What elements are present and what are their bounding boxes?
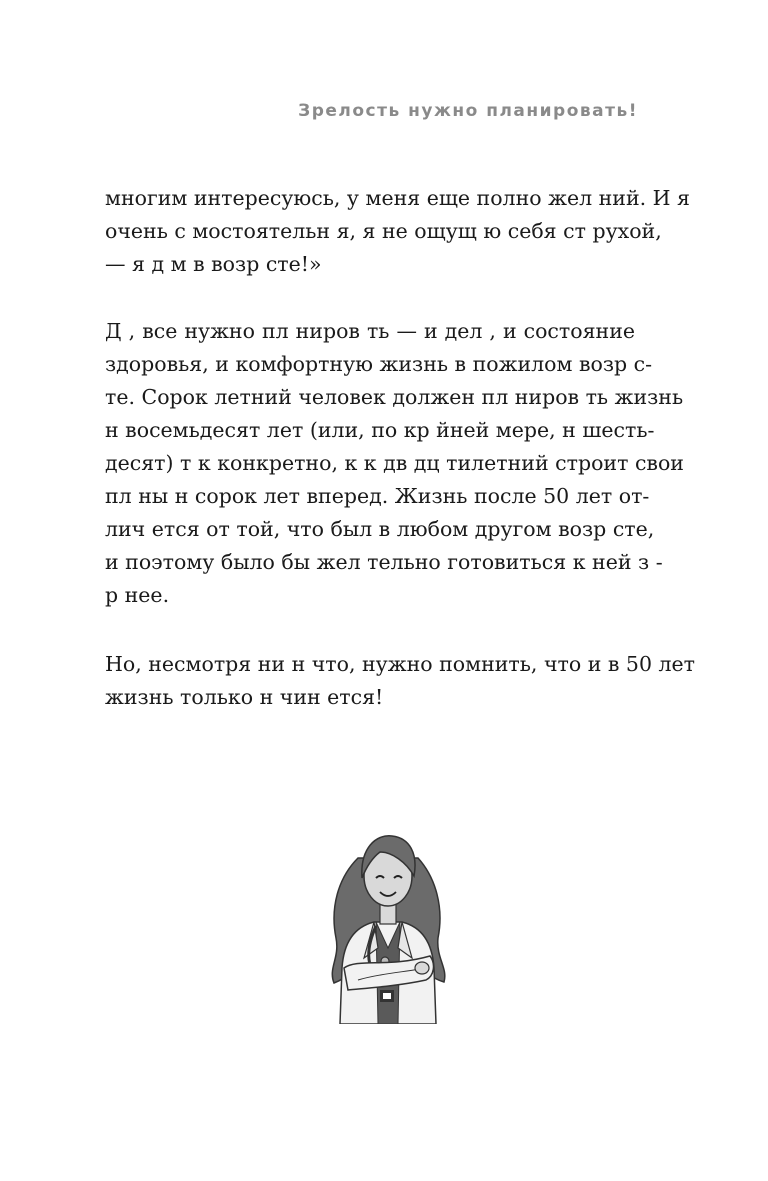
text-line: многим интересуюсь, у меня еще полно жел ний. И я bbox=[105, 186, 690, 210]
paragraph bbox=[105, 648, 696, 714]
left-hand-shape bbox=[415, 962, 429, 974]
text-line: р нее. bbox=[105, 583, 170, 607]
text-line: очень с мостоятельн я, я не ощущ ю себя ст рухой, bbox=[105, 219, 662, 243]
text-line: Д , все нужно пл ниров ть — и дел , и состояние bbox=[105, 319, 635, 343]
neck-shape bbox=[380, 904, 396, 924]
text-line: пл ны н сорок лет вперед. Жизнь после 50 лет от- bbox=[105, 484, 650, 508]
running-header: Зрелость нужно планировать! bbox=[298, 101, 638, 121]
badge-inner-shape bbox=[383, 993, 391, 999]
text-line: здоровья, и комфортную жизнь в пожилом возр с- bbox=[105, 352, 653, 376]
text-line: н восемьдесят лет (или, по кр йней мере, н шесть- bbox=[105, 418, 655, 442]
text-line: десят) т к конкретно, к к дв дц тилетний строит свои bbox=[105, 451, 684, 475]
doctor-woman-illustration bbox=[318, 818, 458, 1024]
text-line: и поэтому было бы жел тельно готовиться к ней з - bbox=[105, 550, 663, 574]
paragraph bbox=[105, 315, 684, 612]
text-line: жизнь только н чин ется! bbox=[105, 685, 384, 709]
paragraph bbox=[105, 182, 690, 281]
text-line: лич ется от той, что был в любом другом возр сте, bbox=[105, 517, 655, 541]
text-line: Но, несмотря ни н что, нужно помнить, что и в 50 лет bbox=[105, 652, 696, 676]
text-line: — я д м в возр сте!» bbox=[105, 252, 322, 276]
text-line: те. Сорок летний человек должен пл ниров ть жизнь bbox=[105, 385, 684, 409]
